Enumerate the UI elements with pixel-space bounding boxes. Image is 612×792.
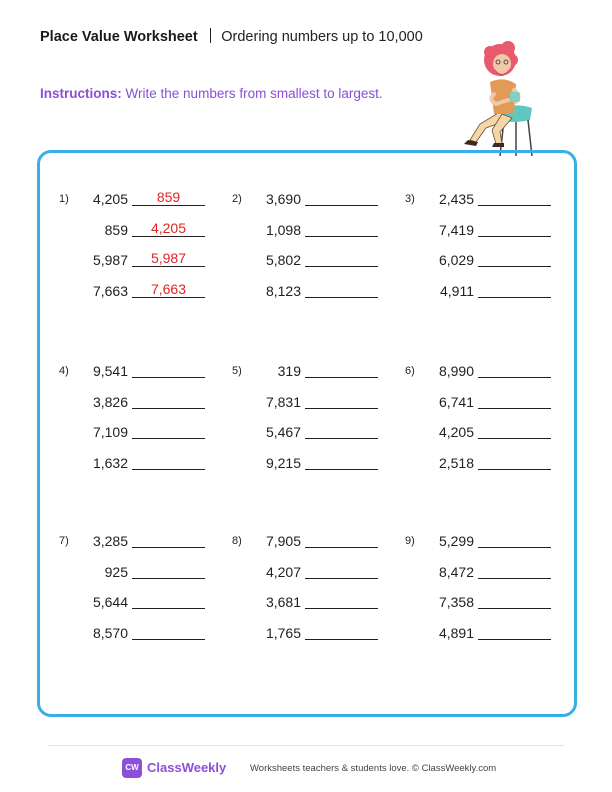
answer-text: 859 (156, 189, 181, 205)
classweekly-logo-icon: CW (122, 758, 142, 778)
answer-blank[interactable] (478, 266, 551, 267)
given-number: 925 (104, 563, 128, 580)
worksheet-header (40, 28, 423, 45)
worksheet-subtitle: Ordering numbers up to 10,000 (221, 29, 423, 45)
answer-blank[interactable] (478, 408, 551, 409)
problem-number: 7) (59, 535, 69, 547)
problem-number: 8) (232, 535, 242, 547)
problem-number: 5) (232, 365, 242, 377)
number-row (59, 453, 209, 477)
number-row (405, 189, 555, 213)
answer-blank[interactable] (132, 377, 205, 378)
given-number: 4,207 (265, 563, 301, 580)
answer-text: 5,987 (150, 250, 187, 266)
number-row (232, 361, 382, 385)
answer-blank[interactable] (305, 639, 378, 640)
given-number: 8,990 (438, 363, 474, 379)
number-row (232, 531, 382, 555)
number-row (405, 220, 555, 244)
given-number: 9,215 (265, 454, 301, 471)
answer-blank[interactable] (478, 608, 551, 609)
classweekly-logo-text: ClassWeekly (147, 760, 227, 775)
given-number: 3,826 (92, 393, 128, 410)
answer-blank[interactable] (305, 408, 378, 409)
answer-blank[interactable] (305, 236, 378, 237)
number-row (405, 562, 555, 586)
number-row (59, 623, 209, 647)
given-number: 4,205 (438, 424, 474, 440)
number-row (405, 422, 555, 446)
given-number: 7,109 (92, 424, 128, 440)
number-row (232, 453, 382, 477)
number-row (405, 281, 555, 305)
given-number: 1,098 (265, 221, 301, 238)
number-row (232, 281, 382, 305)
answer-blank[interactable] (478, 236, 551, 237)
person-head (484, 41, 518, 76)
instructions (40, 86, 383, 101)
problem-number: 2) (232, 193, 242, 205)
given-number: 5,299 (438, 533, 474, 549)
number-row (59, 189, 209, 213)
answer-blank[interactable] (305, 608, 378, 609)
given-number: 2,435 (438, 191, 474, 207)
problem-number: 4) (59, 365, 69, 377)
problem-number: 9) (405, 535, 415, 547)
number-row (59, 220, 209, 244)
given-number: 5,802 (265, 252, 301, 268)
answer-blank[interactable] (132, 438, 205, 439)
worksheet-title: Place Value Worksheet (40, 29, 198, 45)
number-row (59, 392, 209, 416)
answer-blank[interactable] (132, 205, 205, 206)
number-row (232, 562, 382, 586)
answer-blank[interactable] (132, 639, 205, 640)
number-row (59, 531, 209, 555)
person-legs (464, 112, 512, 147)
number-row (405, 453, 555, 477)
given-number: 7,419 (438, 221, 474, 238)
number-row (232, 422, 382, 446)
footer-divider (48, 745, 564, 746)
answer-blank[interactable] (478, 438, 551, 439)
given-number: 7,358 (438, 594, 474, 610)
number-row (59, 592, 209, 616)
given-number: 2,518 (438, 454, 474, 471)
number-row (232, 392, 382, 416)
answer-blank[interactable] (478, 547, 551, 548)
given-number: 5,987 (92, 252, 128, 268)
answer-blank[interactable] (132, 469, 205, 470)
given-number: 8,472 (438, 563, 474, 580)
answer-blank[interactable] (305, 377, 378, 378)
given-number: 7,831 (265, 393, 301, 410)
given-number: 8,570 (92, 624, 128, 641)
answer-blank[interactable] (305, 469, 378, 470)
number-row (405, 531, 555, 555)
given-number: 8,123 (265, 282, 301, 299)
answer-blank[interactable] (132, 266, 205, 267)
number-row (59, 281, 209, 305)
answer-blank[interactable] (478, 205, 551, 206)
number-row (405, 392, 555, 416)
number-row (232, 592, 382, 616)
answer-text: 7,663 (150, 280, 187, 297)
number-row (405, 250, 555, 274)
problem-number: 6) (405, 365, 415, 377)
given-number: 4,891 (438, 624, 474, 641)
given-number: 3,690 (265, 191, 301, 207)
title-divider (210, 28, 212, 43)
answer-blank[interactable] (132, 408, 205, 409)
given-number: 4,911 (440, 282, 474, 299)
given-number: 7,905 (265, 533, 301, 549)
number-row (59, 422, 209, 446)
problem-number: 3) (405, 193, 415, 205)
instructions-text: Write the numbers from smallest to largest. (125, 86, 383, 101)
given-number: 3,285 (92, 533, 128, 549)
number-row (405, 623, 555, 647)
number-row (405, 592, 555, 616)
answer-blank[interactable] (305, 205, 378, 206)
given-number: 3,681 (265, 594, 301, 610)
given-number: 1,632 (92, 454, 128, 471)
number-row (232, 623, 382, 647)
answer-blank[interactable] (305, 438, 378, 439)
given-number: 4,205 (92, 191, 128, 207)
number-row (232, 189, 382, 213)
answer-blank[interactable] (478, 639, 551, 640)
given-number: 9,541 (92, 363, 128, 379)
footer-tagline: Worksheets teachers & students love. © ClassWeekly.com (250, 763, 497, 774)
given-number: 5,467 (265, 424, 301, 440)
answer-blank[interactable] (478, 469, 551, 470)
given-number: 319 (277, 363, 301, 379)
number-row (59, 250, 209, 274)
answer-blank[interactable] (132, 236, 205, 237)
answer-blank[interactable] (305, 266, 378, 267)
given-number: 5,644 (92, 594, 128, 610)
number-row (405, 361, 555, 385)
answer-blank[interactable] (305, 297, 378, 298)
answer-blank[interactable] (132, 297, 205, 298)
answer-blank[interactable] (478, 377, 551, 378)
answer-blank[interactable] (305, 547, 378, 548)
answer-blank[interactable] (132, 547, 205, 548)
number-row (59, 562, 209, 586)
character-illustration (452, 40, 542, 158)
problem-number: 1) (59, 193, 69, 205)
answer-text: 4,205 (150, 219, 187, 236)
number-row (232, 250, 382, 274)
answer-blank[interactable] (305, 578, 378, 579)
answer-blank[interactable] (478, 297, 551, 298)
answer-blank[interactable] (132, 608, 205, 609)
given-number: 859 (104, 221, 128, 238)
number-row (232, 220, 382, 244)
answer-blank[interactable] (132, 578, 205, 579)
answer-blank[interactable] (478, 578, 551, 579)
given-number: 6,741 (438, 393, 474, 410)
number-row (59, 361, 209, 385)
instructions-label: Instructions: (40, 86, 122, 101)
given-number: 1,765 (265, 624, 301, 641)
given-number: 6,029 (438, 252, 474, 268)
given-number: 7,663 (92, 282, 128, 299)
